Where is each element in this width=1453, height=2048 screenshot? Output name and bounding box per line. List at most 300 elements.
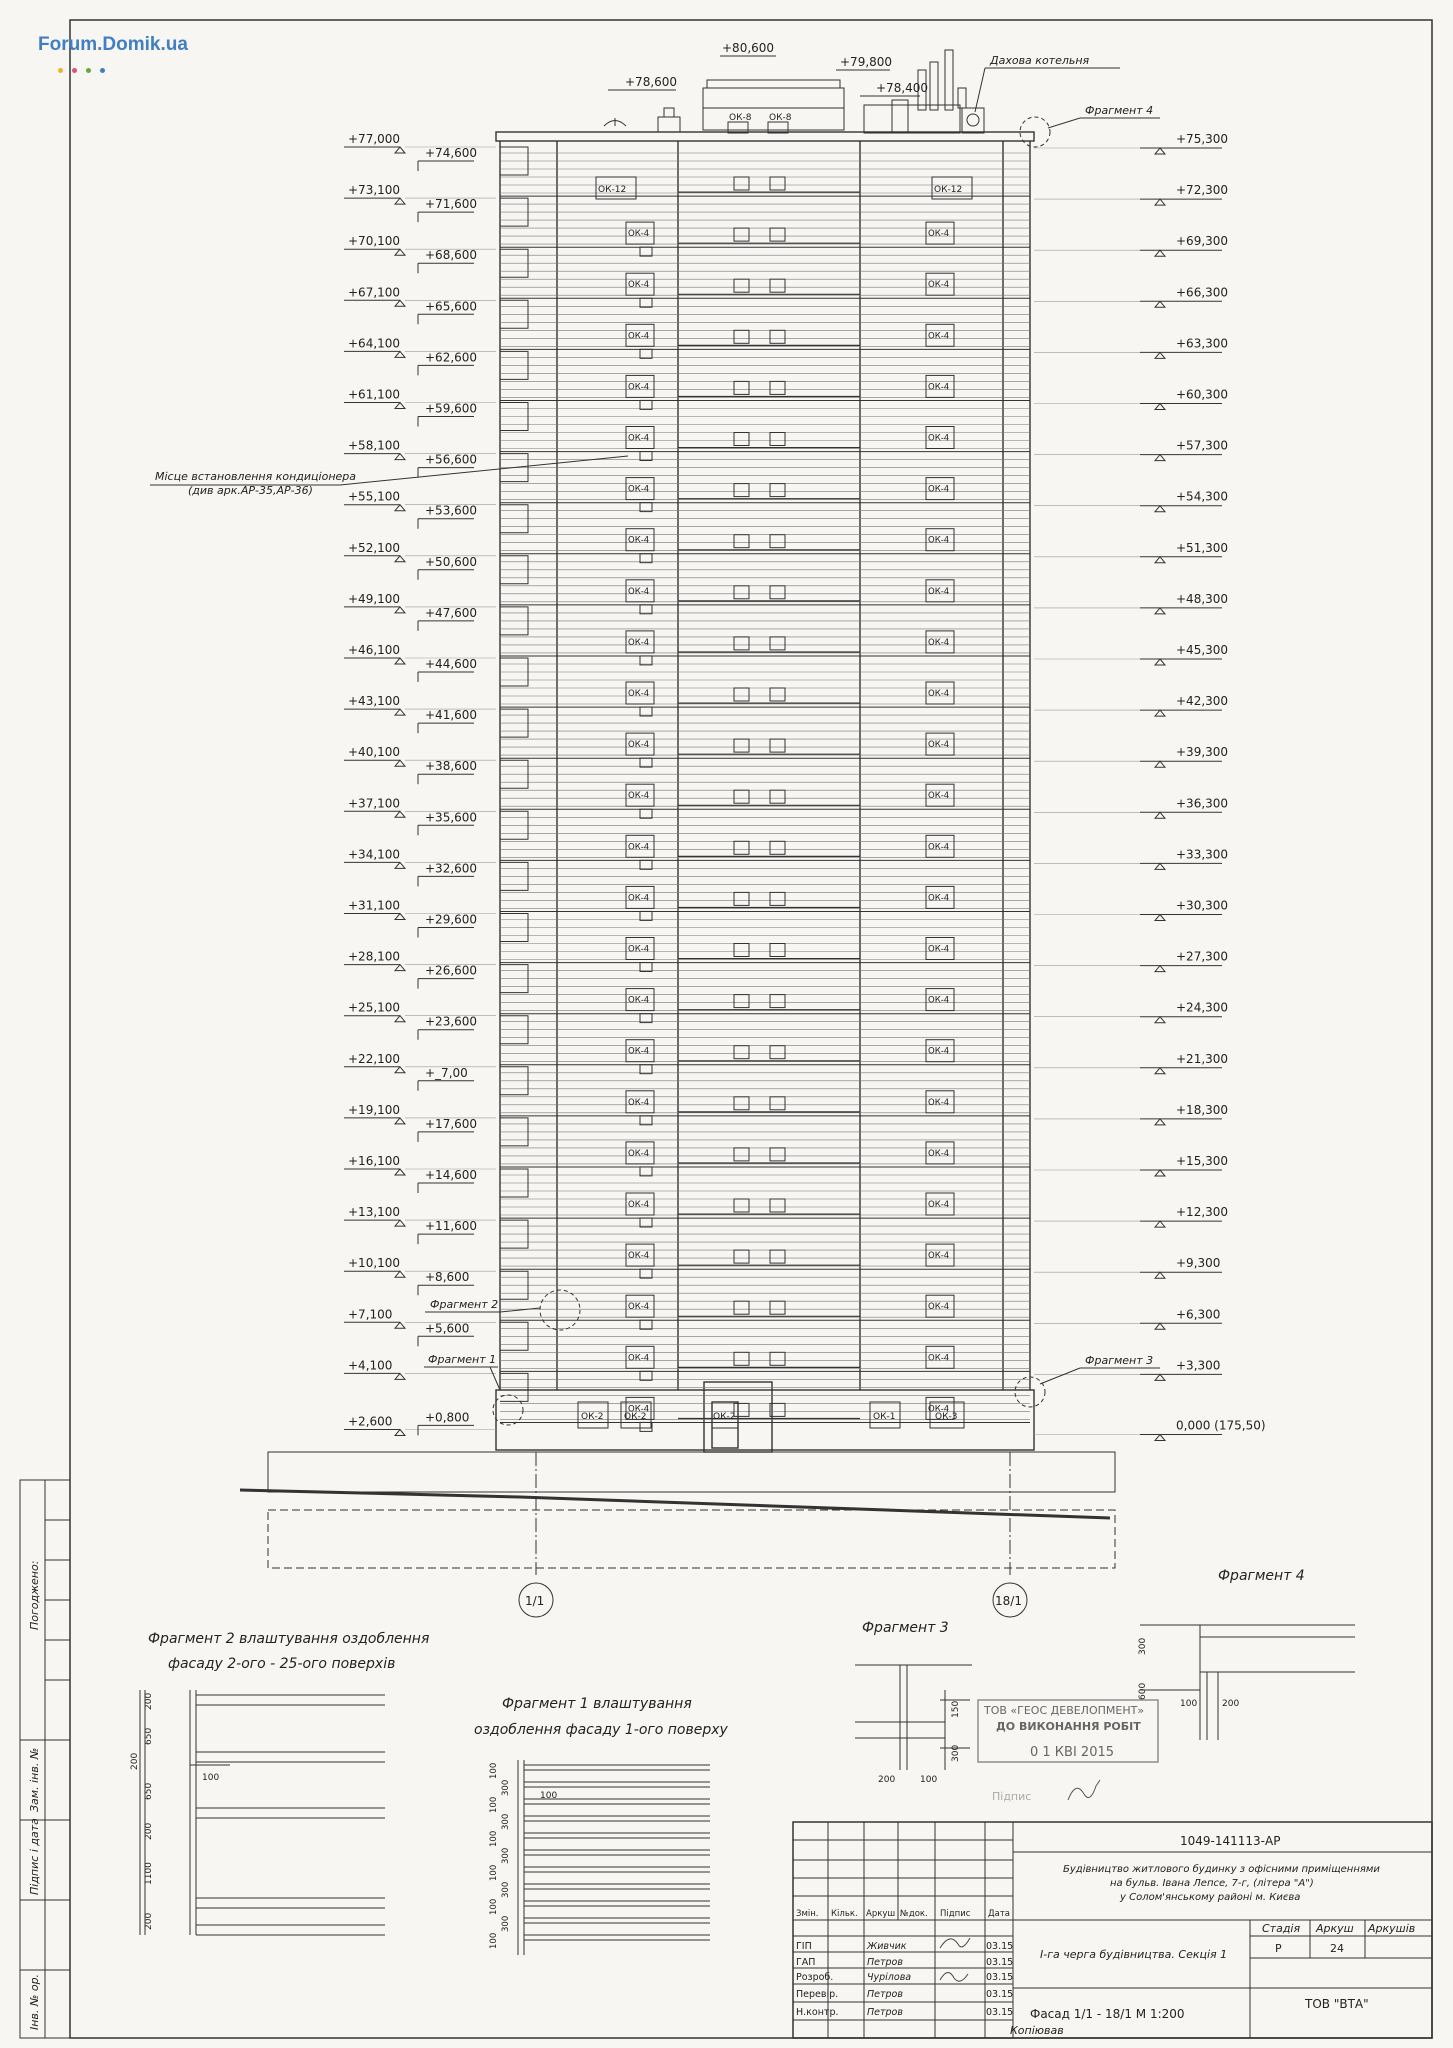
- tb-role-3: Розроб.: [796, 1972, 834, 1983]
- tb-date-3: 03.15: [986, 1972, 1014, 1983]
- level-mark-triangle: [1155, 148, 1165, 154]
- window-center-2: [770, 790, 785, 803]
- level-mark-right: +27,300: [1176, 949, 1229, 964]
- level-mark-triangle: [395, 965, 405, 971]
- floor-lines: [500, 153, 1030, 1423]
- frag4-dim-3: 100: [1180, 1699, 1198, 1709]
- level-mark-left-outer: +7,100: [348, 1307, 393, 1322]
- frag3-title: Фрагмент 3: [862, 1620, 949, 1636]
- level-mark-triangle: [1155, 301, 1165, 307]
- level-mark-left-outer: +2,600: [348, 1414, 393, 1429]
- level-mark-right: +15,300: [1176, 1154, 1229, 1168]
- level-mark-triangle: [1155, 1221, 1165, 1227]
- tb-h-date: Дата: [988, 1909, 1011, 1919]
- tb-role-5: Н.контр.: [796, 2007, 839, 2018]
- fragment2-callout: Фрагмент 2: [430, 1298, 499, 1311]
- window-label-ok4-left: ОК-4: [628, 586, 650, 597]
- window-label-ok4-left: ОК-4: [628, 535, 650, 546]
- foundation: [240, 1452, 1115, 1617]
- level-mark-left-inner: +68,600: [425, 248, 478, 263]
- window-label-ok4-left: ОК-4: [628, 1097, 650, 1108]
- level-mark-right: +18,300: [1176, 1102, 1229, 1117]
- frag1-dim: 300: [501, 1813, 511, 1830]
- window-label-ok4-left: ОК-4: [628, 280, 650, 291]
- tb-h-change: Змін.: [796, 1909, 819, 1919]
- window-center-1: [734, 892, 749, 905]
- level-mark-triangle: [395, 454, 405, 460]
- axis-right: 18/1: [995, 1594, 1022, 1608]
- level-mark-triangle: [395, 1016, 405, 1022]
- window-label-ok4-left: ОК-4: [628, 689, 650, 699]
- window-center-2: [770, 177, 785, 190]
- level-mark-left-inner: +38,600: [425, 759, 478, 774]
- window-label-g1: ОК-2: [581, 1412, 604, 1422]
- window-center-1: [734, 433, 749, 446]
- level-mark-right: +9,300: [1176, 1256, 1221, 1271]
- tb-date-2: 03.15: [986, 1957, 1014, 1968]
- tb-role-4: Перевір.: [796, 1989, 839, 2000]
- ac-box-left: [640, 605, 652, 614]
- window-label-ok4-left: ОК-4: [628, 1200, 650, 1210]
- tb-h-sheet: Аркуш: [866, 1909, 896, 1919]
- window-label-ok4-right: ОК-4: [928, 1097, 950, 1108]
- frag4-title: Фрагмент 4: [1218, 1568, 1305, 1584]
- frag2-dim-7: 200: [144, 1912, 154, 1930]
- window-center-2: [770, 739, 785, 752]
- level-mark-triangle: [1155, 199, 1165, 205]
- ac-box-left: [640, 554, 652, 563]
- window-center-1: [734, 279, 749, 292]
- tb-date-5: 03.15: [986, 2007, 1014, 2018]
- tb-desc-1: Будівництво житлового будинку з офісними приміщеннями: [1063, 1864, 1380, 1875]
- tb-date-1: 03.15: [986, 1941, 1014, 1952]
- window-label-ok4-right: ОК-4: [928, 944, 950, 955]
- window-label-ok4-right: ОК-4: [928, 791, 950, 802]
- top-mark-1: +80,600: [722, 41, 775, 55]
- frag1-note: 100: [540, 1791, 558, 1801]
- frag3-dim-3: 200: [878, 1775, 896, 1785]
- right-window-column: [926, 222, 954, 1419]
- ac-box-left: [640, 1371, 652, 1380]
- level-mark-right: +51,300: [1176, 540, 1229, 555]
- tb-date-4: 03.15: [986, 1989, 1014, 2000]
- window-label-g5: ОК-3: [935, 1412, 958, 1422]
- window-center-2: [770, 1250, 785, 1263]
- level-mark-triangle: [395, 505, 405, 511]
- level-mark-left-outer: +64,100: [348, 336, 401, 351]
- level-mark-triangle: [1155, 1374, 1165, 1380]
- level-mark-left-outer: +70,100: [348, 234, 401, 249]
- ac-box-left: [640, 860, 652, 869]
- tb-sheets-header: Аркушів: [1368, 1922, 1416, 1935]
- side-stamp-inv: Інв. № ор.: [28, 1973, 41, 2030]
- window-center-1: [734, 739, 749, 752]
- level-mark-left-inner: +56,600: [425, 452, 478, 467]
- stamp-signature: [1068, 1780, 1100, 1800]
- frag1-dim: 100: [489, 1864, 499, 1881]
- window-label-ok4-right: ОК-4: [928, 842, 950, 853]
- window-center-1: [734, 688, 749, 701]
- level-mark-left-outer: +19,100: [348, 1102, 401, 1117]
- level-mark-triangle: [1155, 863, 1165, 869]
- level-mark-triangle: [395, 1118, 405, 1124]
- level-mark-right: +75,300: [1176, 132, 1229, 146]
- level-mark-left-inner: +14,600: [425, 1168, 478, 1182]
- frag2-dim-1: 200: [144, 1692, 154, 1710]
- level-mark-triangle: [1155, 1435, 1165, 1441]
- window-center-2: [770, 1097, 785, 1110]
- frag1-title-1: Фрагмент 1 влаштування: [502, 1696, 692, 1712]
- level-mark-right: +54,300: [1176, 489, 1229, 504]
- frag1-title-2: оздоблення фасаду 1-ого поверху: [474, 1722, 728, 1738]
- level-mark-right: +63,300: [1176, 336, 1229, 351]
- level-mark-left-outer: +25,100: [348, 1000, 401, 1015]
- tb-code: 1049-141113-АР: [1180, 1834, 1281, 1848]
- roof-window-label-left: ОК-8: [729, 113, 752, 123]
- level-mark-left-outer: +58,100: [348, 438, 401, 453]
- level-mark-left-outer: +37,100: [348, 796, 401, 811]
- window-center-2: [770, 433, 785, 446]
- top-mark-3: +78,600: [625, 75, 678, 89]
- frag2-dim-3: 200: [130, 1752, 140, 1770]
- level-mark-triangle: [1155, 557, 1165, 563]
- window-center-1: [734, 586, 749, 599]
- level-mark-triangle: [1155, 812, 1165, 818]
- frag2-title-1: Фрагмент 2 влаштування оздоблення: [148, 1631, 430, 1647]
- tb-h-sign: Підпис: [940, 1909, 971, 1919]
- frag2-drawing: [140, 1690, 385, 1935]
- level-mark-triangle: [395, 249, 405, 255]
- level-mark-right: +42,300: [1176, 694, 1229, 709]
- window-label-ok4-right: ОК-4: [928, 382, 950, 393]
- level-mark-triangle: [1155, 1068, 1165, 1074]
- watermark-dot-3: [86, 68, 91, 73]
- window-center-1: [734, 1199, 749, 1212]
- window-label-ok4-right: ОК-4: [928, 637, 950, 648]
- frag1-dim: 100: [489, 1932, 499, 1949]
- tb-name-3: Чурілова: [867, 1972, 912, 1983]
- window-center-1: [734, 995, 749, 1008]
- fragment1-circle: [493, 1395, 523, 1425]
- level-mark-left-inner: +65,600: [425, 299, 478, 314]
- level-mark-triangle: [395, 862, 405, 868]
- tb-name-4: Петров: [867, 1989, 903, 2000]
- level-mark-left-outer: +49,100: [348, 591, 401, 606]
- window-center-2: [770, 586, 785, 599]
- window-label-ok4-right: ОК-4: [928, 586, 950, 597]
- window-label-ok4-right: ОК-4: [928, 1353, 950, 1364]
- level-mark-triangle: [1155, 1119, 1165, 1125]
- tb-sheet: 24: [1330, 1942, 1344, 1955]
- level-mark-triangle: [395, 351, 405, 357]
- level-mark-right: +24,300: [1176, 1000, 1229, 1015]
- tb-sheet-header: Аркуш: [1316, 1922, 1354, 1935]
- window-label-ok4-left: ОК-4: [628, 1046, 650, 1057]
- ac-box-left: [640, 1269, 652, 1278]
- side-stamp-sign-date: Підпис і дата: [28, 1818, 41, 1895]
- level-mark-left-outer: +16,100: [348, 1154, 401, 1168]
- window-label-ok4-left: ОК-4: [628, 1148, 650, 1159]
- frag2-dim-6: 1100: [144, 1862, 154, 1885]
- window-label-ok4-left: ОК-4: [628, 791, 650, 802]
- window-label-ok4-left: ОК-4: [628, 944, 650, 955]
- window-label-g3: ОК-2: [713, 1412, 736, 1422]
- watermark-logo: Forum.Domik.ua: [38, 34, 188, 55]
- window-label-g2: ОК-2: [624, 1412, 647, 1422]
- window-label-ok4-right: ОК-4: [928, 740, 950, 751]
- level-mark-left-inner: +26,600: [425, 963, 478, 978]
- window-label-g4: ОК-1: [873, 1412, 896, 1422]
- ac-box-left: [640, 1116, 652, 1125]
- window-label-ok4-left: ОК-4: [628, 1353, 650, 1364]
- window-center-2: [770, 1199, 785, 1212]
- tb-company: ТОВ "ВТА": [1305, 1997, 1369, 2011]
- ac-note-line1: Місце встановлення кондиціонера: [155, 470, 357, 483]
- level-mark-left-inner: +29,600: [425, 912, 478, 927]
- level-mark-left-inner: +71,600: [425, 197, 478, 212]
- tb-desc-2: на бульв. Івана Лепсе, 7-г, (літера "А"): [1110, 1878, 1314, 1889]
- level-mark-right: +57,300: [1176, 438, 1229, 453]
- stamp-line-1: ТОВ «ГЕОС ДЕВЕЛОПМЕНТ»: [984, 1704, 1145, 1717]
- frag3-dim-2: 300: [951, 1744, 961, 1762]
- watermark-dots: [58, 58, 114, 77]
- axis-left: 1/1: [525, 1594, 545, 1608]
- window-label-ok4-right: ОК-4: [928, 995, 950, 1006]
- level-mark-left-inner: +47,600: [425, 605, 478, 620]
- level-mark-left-outer: +28,100: [348, 949, 401, 964]
- window-label-ok4-right: ОК-4: [928, 1404, 950, 1415]
- watermark-dot-1: [58, 68, 63, 73]
- window-label-ok4-left: ОК-4: [628, 433, 650, 444]
- ac-box-left: [640, 963, 652, 972]
- right-level-marks: [1034, 132, 1266, 1441]
- window-center-2: [770, 1148, 785, 1161]
- frag3-dim-4: 100: [920, 1775, 938, 1785]
- window-label-ok4-left: ОК-4: [628, 484, 650, 495]
- frag1-dim: 300: [501, 1847, 511, 1864]
- level-mark-triangle: [395, 1373, 405, 1379]
- window-label-ok4-right: ОК-4: [928, 484, 950, 495]
- level-mark-triangle: [1155, 352, 1165, 358]
- level-mark-left-outer: +55,100: [348, 489, 401, 504]
- window-label-ok4-left: ОК-4: [628, 1251, 650, 1262]
- level-mark-triangle: [395, 198, 405, 204]
- level-mark-right: +48,300: [1176, 591, 1229, 606]
- level-mark-right: +60,300: [1176, 387, 1229, 402]
- fragment3-callout: Фрагмент 3: [1085, 1354, 1154, 1367]
- window-label-ok12-right: ОК-12: [934, 185, 963, 195]
- window-label-ok4-left: ОК-4: [628, 842, 650, 853]
- level-mark-left-inner: +8,600: [425, 1270, 470, 1285]
- level-mark-triangle: [1155, 659, 1165, 665]
- level-mark-triangle: [395, 658, 405, 664]
- top-mark-4: +78,400: [876, 81, 929, 95]
- frag4-drawing: [1140, 1625, 1355, 1740]
- window-label-ok12-left: ОК-12: [598, 185, 627, 195]
- level-mark-triangle: [1155, 1323, 1165, 1329]
- frag2-dim-5: 200: [144, 1822, 154, 1840]
- level-mark-left-inner: +_7,00: [425, 1065, 468, 1080]
- ac-box-left: [640, 1065, 652, 1074]
- ac-box-left: [640, 707, 652, 716]
- level-mark-right: +72,300: [1176, 183, 1229, 198]
- level-mark-triangle: [1155, 1170, 1165, 1176]
- level-mark-triangle: [1155, 966, 1165, 972]
- level-mark-triangle: [1155, 455, 1165, 461]
- window-label-ok4-left: ОК-4: [628, 1302, 650, 1313]
- level-mark-triangle: [1155, 250, 1165, 256]
- tb-signature: [940, 1938, 970, 1981]
- tb-name-5: Петров: [867, 2007, 903, 2018]
- window-label-ok4-right: ОК-4: [928, 433, 950, 444]
- ac-box-left: [640, 298, 652, 307]
- side-stamp-agreed: Погоджено:: [28, 1560, 41, 1630]
- tb-name-2: Петров: [867, 1957, 903, 1968]
- level-mark-right: +36,300: [1176, 796, 1229, 811]
- window-center-1: [734, 637, 749, 650]
- window-center-2: [770, 1301, 785, 1314]
- level-mark-right: +39,300: [1176, 745, 1229, 760]
- level-mark-left-inner: +50,600: [425, 554, 478, 569]
- level-mark-left-inner: +41,600: [425, 708, 478, 723]
- window-label-ok4-left: ОК-4: [628, 893, 650, 904]
- window-label-ok4-right: ОК-4: [928, 1200, 950, 1210]
- watermark-dot-2: [72, 68, 77, 73]
- window-center-2: [770, 841, 785, 854]
- window-center-1: [734, 177, 749, 190]
- level-mark-left-outer: +73,100: [348, 183, 401, 198]
- level-mark-left-outer: +31,100: [348, 898, 401, 913]
- level-mark-triangle: [395, 811, 405, 817]
- ac-box-left: [640, 503, 652, 512]
- ac-box-left: [640, 452, 652, 461]
- level-mark-triangle: [395, 709, 405, 715]
- level-mark-left-outer: +22,100: [348, 1051, 401, 1066]
- level-mark-triangle: [1155, 1017, 1165, 1023]
- stamp-note: Підпис: [992, 1790, 1032, 1803]
- ac-box-left: [640, 1014, 652, 1023]
- frag1-dim: 100: [489, 1898, 499, 1915]
- ac-box-left: [640, 1167, 652, 1176]
- fragment2-circle: [540, 1290, 580, 1330]
- level-mark-triangle: [1155, 608, 1165, 614]
- tb-role-2: ГАП: [796, 1957, 816, 1968]
- fragment4-callout: Фрагмент 4: [1085, 104, 1154, 117]
- level-mark-triangle: [395, 1322, 405, 1328]
- window-center-2: [770, 944, 785, 957]
- ac-box-left: [640, 656, 652, 665]
- frag1-dim: 300: [501, 1881, 511, 1898]
- window-center-2: [770, 484, 785, 497]
- window-center-1: [734, 228, 749, 241]
- level-mark-triangle: [1155, 710, 1165, 716]
- window-center-1: [734, 1352, 749, 1365]
- window-center-2: [770, 637, 785, 650]
- level-mark-triangle: [1155, 761, 1165, 767]
- window-center-1: [734, 1097, 749, 1110]
- level-mark-triangle: [1155, 915, 1165, 921]
- level-mark-triangle: [395, 1220, 405, 1226]
- fragment1-callout: Фрагмент 1: [428, 1353, 497, 1366]
- window-label-ok4-right: ОК-4: [928, 331, 950, 342]
- window-label-ok4-left: ОК-4: [628, 1404, 650, 1415]
- window-center-2: [770, 892, 785, 905]
- level-mark-triangle: [395, 760, 405, 766]
- window-label-ok4-left: ОК-4: [628, 229, 650, 240]
- level-mark-triangle: [395, 556, 405, 562]
- ac-box-left: [640, 247, 652, 256]
- level-mark-triangle: [395, 1067, 405, 1073]
- frag1-dim: 300: [501, 1915, 511, 1932]
- level-mark-triangle: [395, 300, 405, 306]
- window-label-ok4-right: ОК-4: [928, 535, 950, 546]
- tb-copied: Копіював: [1010, 2024, 1064, 2037]
- window-label-ok4-left: ОК-4: [628, 382, 650, 393]
- window-center-1: [734, 1148, 749, 1161]
- level-mark-left-outer: +67,100: [348, 285, 401, 300]
- stamp-date: 0 1 КВІ 2015: [1030, 1745, 1115, 1760]
- window-label-ok4-right: ОК-4: [928, 893, 950, 904]
- level-mark-left-inner: +74,600: [425, 146, 478, 160]
- window-center-1: [734, 790, 749, 803]
- frag3-dim-1: 150: [951, 1700, 961, 1718]
- level-mark-right: +3,300: [1176, 1358, 1221, 1373]
- level-mark-triangle: [1155, 404, 1165, 410]
- level-mark-left-outer: +46,100: [348, 643, 401, 657]
- frag1-dim: 300: [501, 1779, 511, 1796]
- level-mark-left-inner: +23,600: [425, 1014, 478, 1029]
- window-center-2: [770, 1352, 785, 1365]
- level-mark-left-outer: +40,100: [348, 745, 401, 760]
- window-label-ok4-right: ОК-4: [928, 280, 950, 291]
- center-window-column: [678, 177, 860, 1419]
- window-label-ok4-right: ОК-4: [928, 1046, 950, 1057]
- window-center-2: [770, 279, 785, 292]
- frag1-dim: 100: [489, 1762, 499, 1779]
- ac-box-left: [640, 349, 652, 358]
- level-mark-right: +66,300: [1176, 285, 1229, 300]
- ac-box-left: [640, 758, 652, 767]
- window-center-2: [770, 535, 785, 548]
- window-center-1: [734, 381, 749, 394]
- window-center-1: [734, 944, 749, 957]
- level-mark-left-outer: +77,000: [348, 132, 401, 146]
- frag1-drawing: [489, 1760, 710, 1955]
- ac-note-line2: (див арк.АР-35,АР-36): [188, 484, 313, 497]
- ac-box-left: [640, 1422, 652, 1431]
- frag2-note: 100: [202, 1773, 220, 1783]
- level-mark-left-inner: +32,600: [425, 861, 478, 876]
- frag2-dim-2: 650: [144, 1727, 154, 1745]
- window-center-1: [734, 1403, 749, 1416]
- level-mark-triangle: [1155, 506, 1165, 512]
- ac-box-left: [640, 400, 652, 409]
- window-center-2: [770, 995, 785, 1008]
- level-mark-right: +12,300: [1176, 1205, 1229, 1220]
- frag4-dim-1: 300: [1138, 1637, 1148, 1655]
- frag2-title-2: фасаду 2-ого - 25-ого поверхів: [168, 1656, 396, 1672]
- drawing-frame: [70, 20, 1432, 2038]
- level-mark-right: +33,300: [1176, 847, 1229, 862]
- level-mark-left-inner: +62,600: [425, 350, 478, 365]
- boiler-label: Дахова котельня: [990, 54, 1090, 67]
- tb-h-count: Кільк.: [831, 1909, 858, 1919]
- window-center-1: [734, 1250, 749, 1263]
- window-center-1: [734, 330, 749, 343]
- window-label-ok4-right: ОК-4: [928, 229, 950, 240]
- level-mark-triangle: [1155, 1272, 1165, 1278]
- tb-stage-header: Стадія: [1262, 1922, 1301, 1935]
